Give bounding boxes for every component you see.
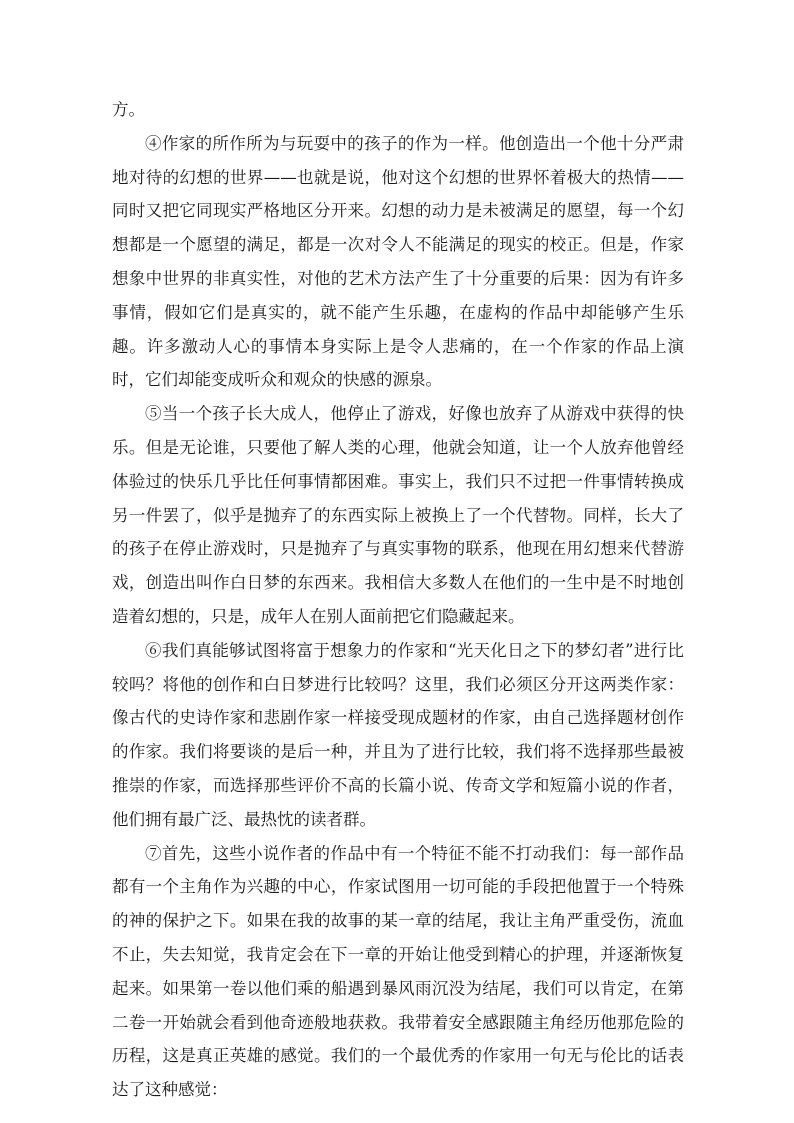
paragraph-5: ⑤当一个孩子长大成人，他停止了游戏，好像也放弃了从游戏中获得的快乐。但是无论谁，只要他了解人类的心理，他就会知道，让一个人放弃他曾经体验过的快乐几乎比任何事情都困难。事实上，我们只不过把一件事情转换成另一件罢了，似乎是抛弃了的东西实际上被换上了一个代替物。同样，长大了的孩子在停止游戏时，只是抛弃了与真实事物的联系，他现在用幻想来代替游戏，创造出叫作白日梦的东西来。我相信大多数人在他们的一生中是不时地创造着幻想的，只是，成年人在别人面前把它们隐藏起来。 [112, 404, 684, 626]
paragraph-7: ⑦首先，这些小说作者的作品中有一个特征不能不打动我们：每一部作品都有一个主角作为兴趣的中心，作家试图用一切可能的手段把他置于一个特殊的神的保护之下。如果在我的故事的某一章的结尾，我让主角严重受伤，流血不止，失去知觉，我肯定会在下一章的开始让他受到精心的护理，并逐渐恢复起来。如果第一卷以他们乘的船遇到暴风雨沉没为结尾，我们可以肯定，在第二卷一开始就会看到他奇迹般地获救。我带着安全感跟随主角经历他那危险的历程，这是真正英雄的感觉。我们的一个最优秀的作家用一句无与伦比的话表达了这种感觉： [112, 843, 684, 1100]
paragraph-continuation: 方。 [112, 100, 145, 119]
essay-text-block [112, 93, 684, 1107]
paragraph-4: ④作家的所作所为与玩耍中的孩子的作为一样。他创造出一个他十分严肃地对待的幻想的世界——也就是说，他对这个幻想的世界怀着极大的热情——同时又把它同现实严格地区分开来。幻想的动力是未被满足的愿望，每一个幻想都是一个愿望的满足，都是一次对令人不能满足的现实的校正。但是，作家想象中世界的非真实性，对他的艺术方法产生了十分重要的后果：因为有许多事情，假如它们是真实的，就不能产生乐趣，在虚构的作品中却能够产生乐趣。许多激动人心的事情本身实际上是令人悲痛的，在一个作家的作品上演时，它们却能变成听众和观众的快感的源泉。 [112, 133, 684, 390]
paragraph-6: ⑥我们真能够试图将富于想象力的作家和“光天化日之下的梦幻者”进行比较吗？将他的创作和白日梦进行比较吗？这里，我们必须区分开这两类作家：像古代的史诗作家和悲剧作家一样接受现成题材的作家，由自己选择题材创作的作家。我们将要谈的是后一种，并且为了进行比较，我们将不选择那些最被推崇的作家，而选择那些评价不高的长篇小说、传奇文学和短篇小说的作者，他们拥有最广泛、最热忱的读者群。 [112, 640, 684, 829]
